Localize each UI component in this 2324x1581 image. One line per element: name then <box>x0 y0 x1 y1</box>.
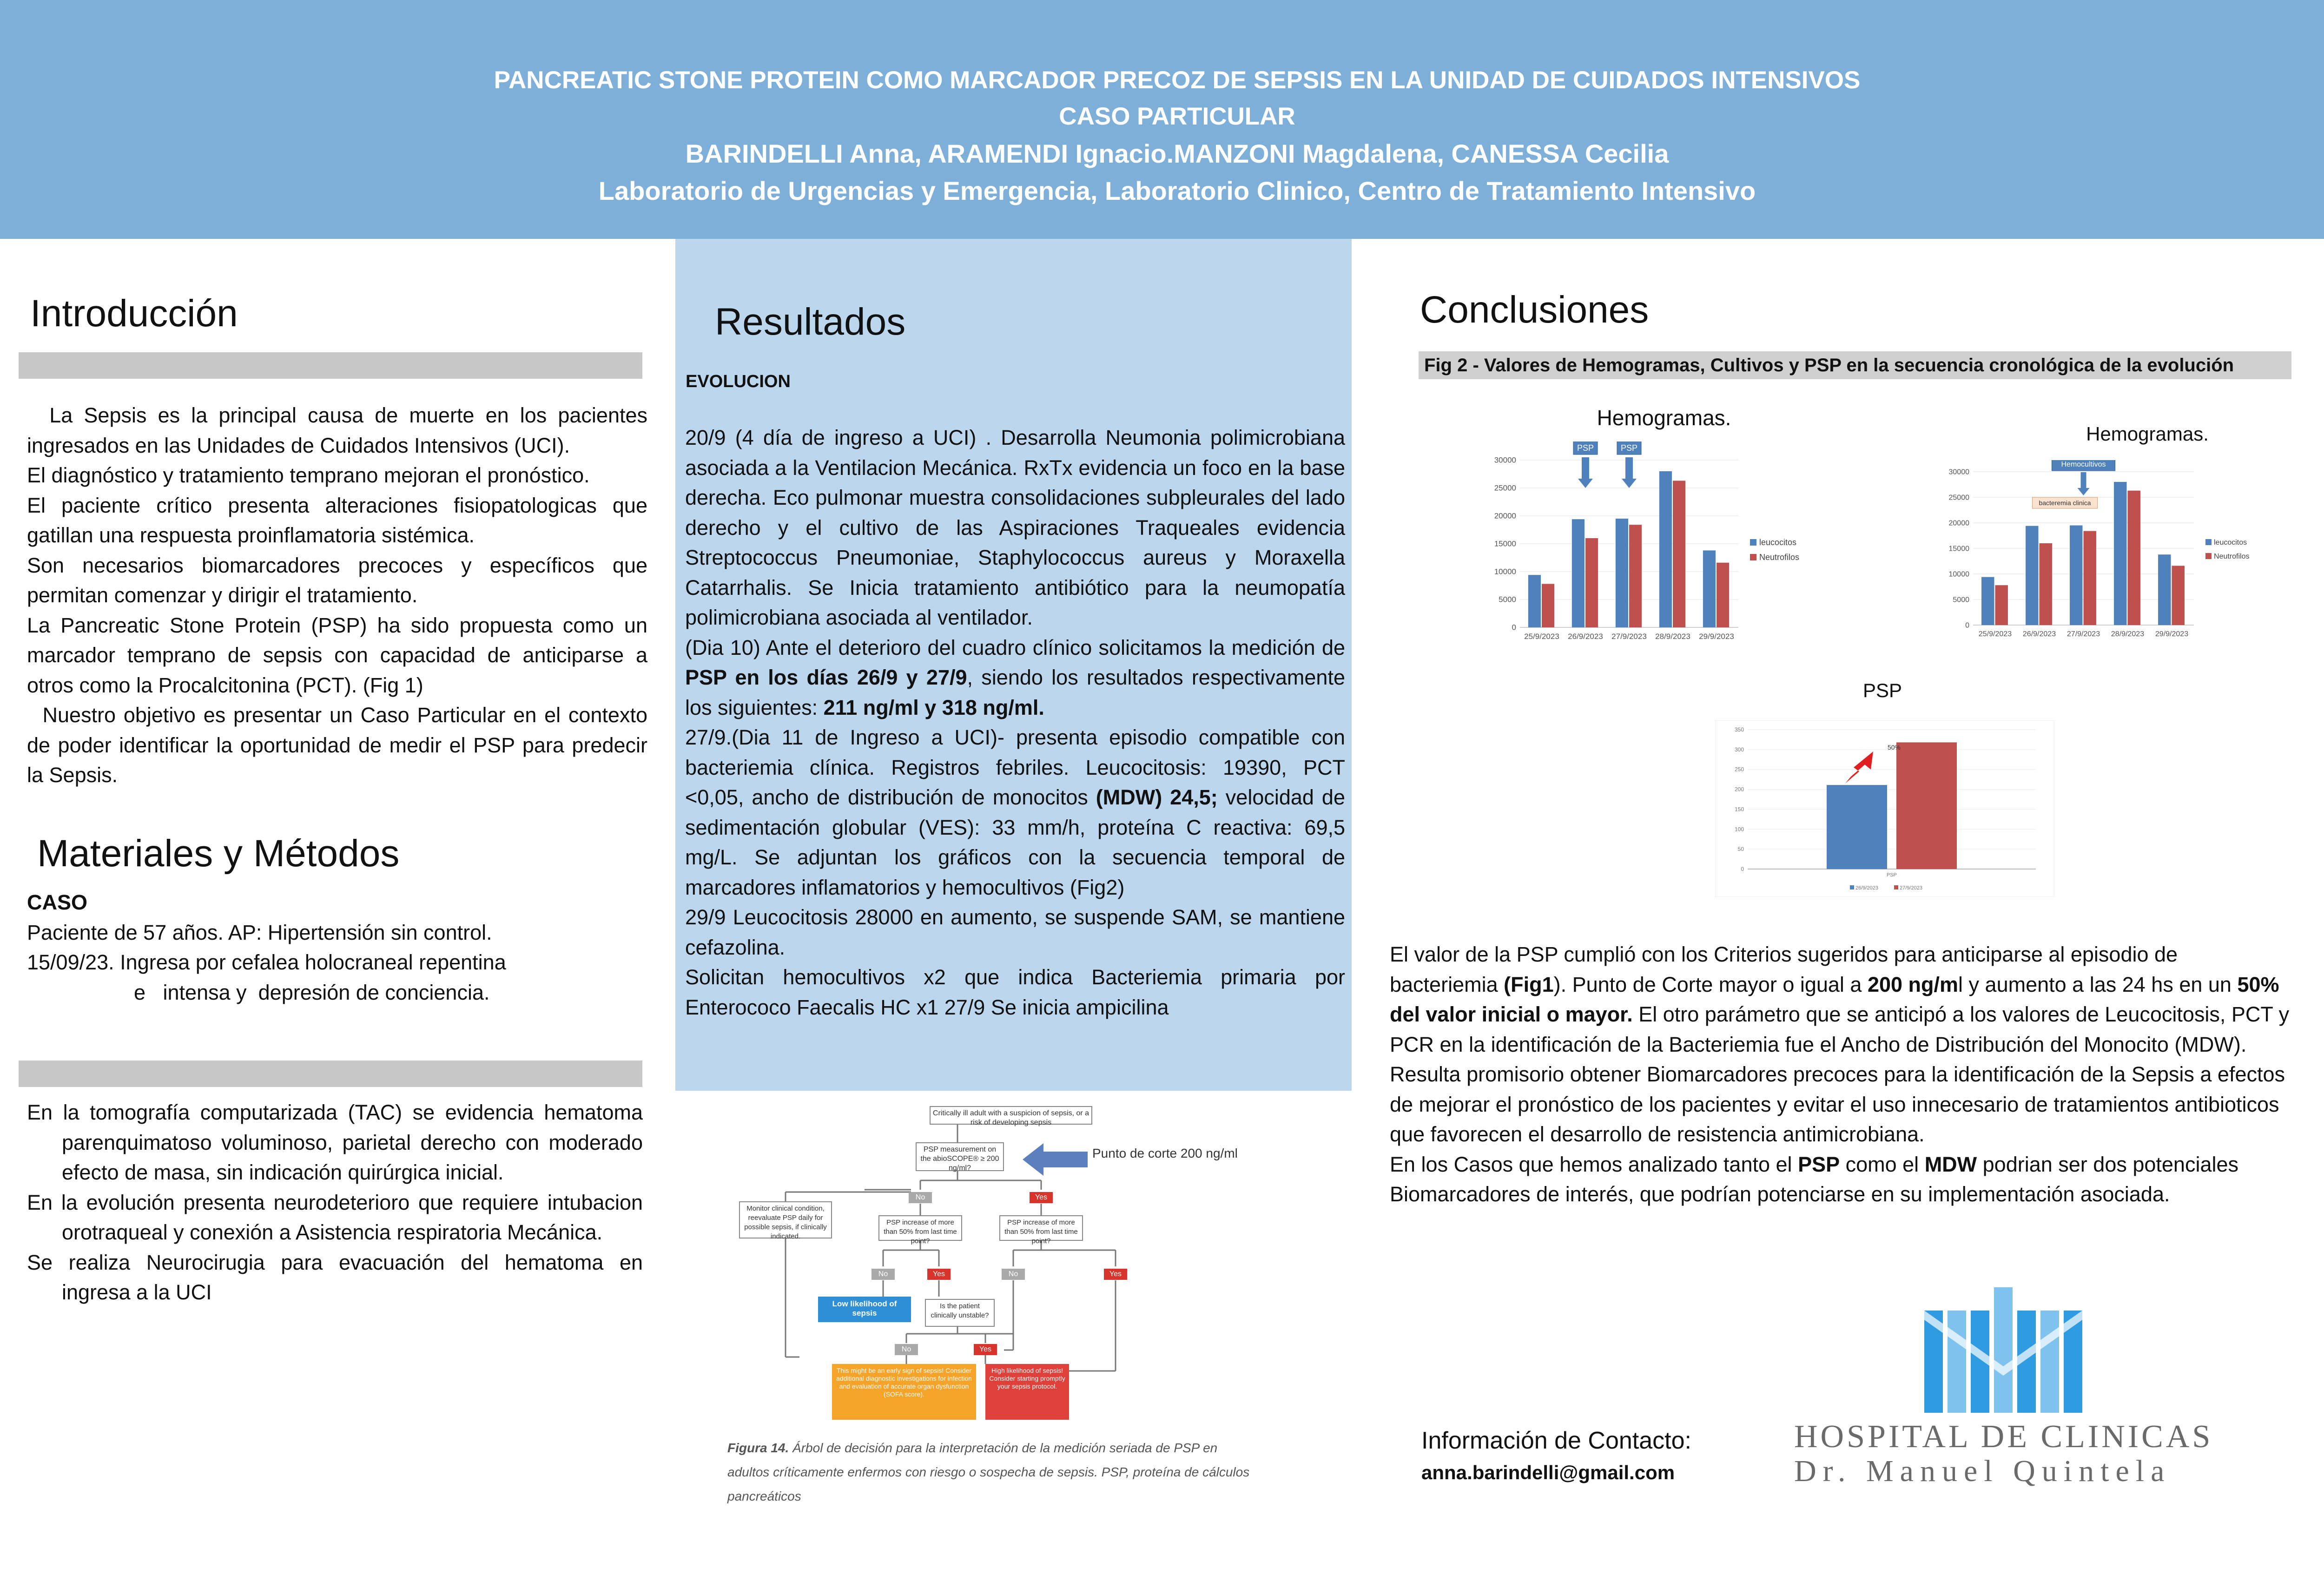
bar-leucocitos <box>2158 554 2171 625</box>
intro-text <box>27 401 654 790</box>
text-run-bold: (MDW) 24,5; <box>1096 785 1218 809</box>
bar-leucocitos <box>1572 519 1585 627</box>
intro-paragraph: Nuestro objetivo es presentar un Caso Particular en el contexto de poder identificar la oportunidad de medir el PSP para predecir la Sepsis. <box>27 703 654 787</box>
chart-2-title: Hemogramas. <box>2086 423 2209 445</box>
x-tick-label: 27/9/2023 <box>2067 630 2100 638</box>
yes-tag: Yes <box>1104 1269 1127 1280</box>
y-tick-label: 50 <box>1737 846 1744 853</box>
y-tick-label: 5000 <box>1953 596 1969 604</box>
arrow-left-icon <box>1023 1143 1088 1176</box>
conclusions-paragraph <box>1390 1150 2291 1210</box>
methods-line: e intensa y depresión de conciencia. <box>134 980 490 1004</box>
bacteremia-annotation-label: bacteremia clinica <box>2039 499 2091 507</box>
y-tick-label: 15000 <box>1494 539 1516 548</box>
legend-entry: Neutrofilos <box>1759 553 1800 562</box>
text-run: En los Casos que hemos analizado tanto el <box>1390 1152 1798 1176</box>
bar-Neutrofilos <box>1717 563 1729 627</box>
flow-early-box: This might be an early sign of sepsis! Consider additional diagnostic investigations for infection and evaluation of accurate organ dysfunction (SOFA score). <box>832 1364 976 1420</box>
hospital-logo-icon <box>1920 1287 2096 1417</box>
x-tick-label: PSP <box>1886 872 1897 878</box>
no-tag: No <box>909 1192 932 1203</box>
y-tick-label: 15000 <box>1948 545 1969 553</box>
caption-text: Árbol de decisión para la interpretación de la medición seriada de PSP en adultos críticamente enfermos con riesgo o sospecha de sepsis. PSP, proteína de cálculos pancreáticos <box>727 1441 1250 1503</box>
contact-label: Información de Contacto: <box>1421 1427 1691 1454</box>
chart-3-psp <box>1715 720 2054 897</box>
poster-affiliation: Laboratorio de Urgencias y Emergencia, Laboratorio Clinico, Centro de Tratamiento Intensivo <box>598 176 1756 205</box>
conclusions-heading: Conclusiones <box>1420 289 1649 331</box>
bar-leucocitos <box>1703 550 1716 627</box>
legend-entry: 26/9/2023 <box>1855 885 1878 891</box>
flow-start-box: Critically ill adult with a suspicion of sepsis, or a risk of developing sepsis <box>930 1106 1092 1125</box>
chart-2-hemogramas <box>1929 460 2291 655</box>
bar-leucocitos <box>1528 575 1541 627</box>
x-tick-label: 25/9/2023 <box>1524 632 1559 641</box>
section-divider <box>19 1061 642 1087</box>
no-tag: No <box>1002 1269 1025 1280</box>
yes-tag: Yes <box>1030 1192 1053 1203</box>
text-run-bold: 200 ng/m <box>1867 972 1959 996</box>
legend-entry: leucocitos <box>2214 539 2247 547</box>
flow-low-box: Low likelihood of sepsis <box>818 1297 911 1322</box>
bar-leucocitos <box>1659 471 1672 627</box>
legend-swatch <box>1750 539 1756 546</box>
legend-swatch <box>1850 885 1854 889</box>
text-run: 27/9.(Dia 11 de Ingreso a UCI)- presenta episodio compatible con bacteriemia clínica. Registros febriles. Leucocitosis: 19390, PCT <0,05, ancho de distribución de monocitos <box>685 725 1345 809</box>
x-tick-label: 28/9/2023 <box>1655 632 1690 641</box>
text-run: (Dia 10) Ante el deterioro del cuadro clínico solicitamos la medición de <box>685 635 1345 659</box>
increase-annotation: 50% <box>1887 743 1901 751</box>
down-arrow-icon <box>1622 457 1637 488</box>
x-tick-label: 26/9/2023 <box>2022 630 2056 638</box>
legend-swatch <box>2205 539 2212 545</box>
cut-point-label: Punto de corte 200 ng/ml <box>1092 1146 1238 1160</box>
results-paragraph <box>685 633 1345 723</box>
results-paragraph: Solicitan hemocultivos x2 que indica Bacteriemia primaria por Enterococo Faecalis HC x1 27/9 Se inicia ampicilina <box>685 965 1345 1019</box>
figure-1-decision-tree <box>725 1097 1283 1450</box>
poster-title: PANCREATIC STONE PROTEIN COMO MARCADOR PRECOZ DE SEPSIS EN LA UNIDAD DE CUIDADOS INTENSIVOS <box>494 66 1861 94</box>
bar-leucocitos <box>1981 577 1994 625</box>
down-arrow-icon <box>2078 472 2090 495</box>
y-tick-label: 150 <box>1734 806 1744 813</box>
flow-high-box: High likelihood of sepsis! Consider starting promptly your sepsis protocol. <box>985 1364 1069 1420</box>
intro-paragraph: El paciente crítico presenta alteraciones fisiopatologicas que gatillan una respuesta proinflamatoria sistémica. <box>27 493 647 547</box>
results-paragraph <box>685 723 1345 902</box>
intro-heading: Introducción <box>30 292 238 335</box>
methods-heading: Materiales y Métodos <box>37 832 400 875</box>
text-run-bold: PSP en los días 26/9 y 27/9 <box>685 665 967 689</box>
figure-1-caption <box>727 1436 1262 1509</box>
text-run: El otro parámetro que se anticipó a los valores de Leucocitosis, PCT y PCR en la identificación de la Bacteriemia fue el Ancho de Distribución del Monocito (MDW). <box>1390 1002 2290 1056</box>
bar-Neutrofilos <box>2040 543 2052 625</box>
y-tick-label: 350 <box>1734 726 1744 733</box>
text-run: , siendo los resultados respectivamente los siguientes: <box>685 665 1345 719</box>
section-divider <box>19 352 642 379</box>
y-tick-label: 10000 <box>1494 567 1516 576</box>
text-run: ). Punto de Corte mayor o igual a <box>1553 972 1868 996</box>
list-item: En la tomografía computarizada (TAC) se evidencia hematoma parenquimatoso voluminoso, parietal derecho con moderado efecto de masa, sin indicación quirúrgica inicial. <box>27 1100 643 1184</box>
conclusions-paragraph: Resulta promisorio obtener Biomarcadores precoces para la identificación de la Sepsis a efectos de mejorar el pronóstico de los pacientes y evitar el uso innecesario de tratamientos antibioticos que favorecen el desarrollo de resistencia antimicrobiana. <box>1390 1062 2285 1146</box>
y-tick-label: 30000 <box>1494 455 1516 465</box>
y-tick-label: 250 <box>1734 766 1744 773</box>
text-run-bold: 211 ng/ml y 318 ng/ml. <box>823 695 1044 719</box>
y-tick-label: 25000 <box>1948 494 1969 502</box>
figure-2-caption: Fig 2 - Valores de Hemogramas, Cultivos y PSP en la secuencia cronológica de la evolución <box>1419 351 2291 379</box>
no-tag: No <box>872 1269 895 1280</box>
chart-1-title: Hemogramas. <box>1597 406 1731 430</box>
text-run-bold: PSP <box>1798 1152 1840 1176</box>
logo-line-1: HOSPITAL DE CLINICAS <box>1794 1419 2213 1455</box>
bar-Neutrofilos <box>1629 525 1642 627</box>
y-tick-label: 25000 <box>1494 483 1516 493</box>
hemocultivos-annotation-label: Hemocultivos <box>2061 461 2106 468</box>
flow-unstable-box: Is the patient clinically unstable? <box>925 1299 995 1327</box>
x-tick-label: 26/9/2023 <box>1568 632 1603 641</box>
evolucion-label: EVOLUCION <box>686 372 791 391</box>
legend-swatch <box>1894 885 1898 889</box>
x-tick-label: 29/9/2023 <box>2155 630 2189 638</box>
bar-27/9/2023 <box>1896 742 1957 869</box>
text-run: El valor de la PSP cumplió con los Criterios sugeridos para anticiparse al episodio de bacteriemia <box>1390 942 2178 996</box>
methods-line: Paciente de 57 años. AP: Hipertensión sin control. <box>27 920 492 944</box>
legend-entry: 27/9/2023 <box>1900 885 1922 891</box>
conclusions-text <box>1390 940 2291 1210</box>
methods-list <box>27 1098 643 1308</box>
y-tick-label: 20000 <box>1948 519 1969 527</box>
bar-Neutrofilos <box>2128 491 2140 625</box>
contact-email: anna.barindelli@gmail.com <box>1421 1462 1675 1483</box>
down-arrow-icon <box>1578 457 1593 488</box>
methods-text <box>27 888 647 1008</box>
bar-leucocitos <box>2070 526 2082 626</box>
bar-Neutrofilos <box>1995 585 2008 625</box>
flow-increase-box: PSP increase of more than 50% from last time point? <box>999 1215 1083 1241</box>
conclusions-paragraph <box>1390 940 2291 1060</box>
y-tick-label: 0 <box>1965 621 1969 630</box>
bar-Neutrofilos <box>1673 481 1685 627</box>
text-run: como el <box>1840 1152 1925 1176</box>
results-paragraph: 20/9 (4 día de ingreso a UCI) . Desarrolla Neumonia polimicrobiana asociada a la Ventilacion Mecánica. RxTx evidencia un foco en la base derecha. Eco pulmonar muestra consolidaciones subpleurales del lado derecho y el cultivo de las Aspiraciones Traqueales evidencia Streptococcus Pneumoniae, Staphylococcus aureus y Moraxella Catarrhalis. Se Inicia tratamiento antibiótico para la neumopatía polimicrobiana asociada al ventilador. <box>685 426 1345 629</box>
legend-swatch <box>1750 554 1756 560</box>
bar-Neutrofilos <box>1542 584 1554 627</box>
text-run: l y aumento a las 24 hs en un <box>1958 972 2238 996</box>
no-tag: No <box>895 1344 918 1355</box>
intro-paragraph: La Sepsis es la principal causa de muerte en los pacientes ingresados en las Unidades de Cuidados Intensivos (UCI). <box>27 403 654 457</box>
chart-3-title: PSP <box>1862 679 1902 701</box>
text-run-bold: (Fig1 <box>1504 972 1554 996</box>
caso-label: CASO <box>27 890 88 914</box>
legend-swatch <box>2205 553 2212 559</box>
y-tick-label: 0 <box>1741 866 1744 872</box>
text-run-bold: 50% del valor inicial o mayor. <box>1390 972 2279 1026</box>
psp-annotation-label: PSP <box>1620 443 1638 453</box>
bar-Neutrofilos <box>1585 538 1598 627</box>
legend-entry: leucocitos <box>1759 538 1797 547</box>
y-tick-label: 30000 <box>1948 468 1969 476</box>
list-item: Se realiza Neurocirugia para evacuación del hematoma en ingresa a la UCI <box>27 1250 643 1304</box>
intro-paragraph: Son necesarios biomarcadores precoces y específicos que permitan comenzar y dirigir el tratamiento. <box>27 553 647 607</box>
intro-paragraph: El diagnóstico y tratamiento temprano mejoran el pronóstico. <box>27 463 590 487</box>
y-tick-label: 0 <box>1512 623 1516 632</box>
flow-measure-box: PSP measurement on the abioSCOPE® ≥ 200 ng/ml? <box>916 1142 1004 1171</box>
y-tick-label: 20000 <box>1494 511 1516 520</box>
caption-label: Figura 14. <box>727 1441 789 1455</box>
psp-annotation-label: PSP <box>1577 443 1594 453</box>
poster-header <box>0 0 2324 239</box>
results-text <box>685 423 1345 1022</box>
bar-leucocitos <box>2026 526 2038 625</box>
intro-paragraph: La Pancreatic Stone Protein (PSP) ha sido propuesta como un marcador temprano de sepsis con capacidad de anticiparse a otros como la Procalcitonina (PCT). (Fig 1) <box>27 613 647 697</box>
bar-leucocitos <box>2114 482 2126 625</box>
poster-authors: BARINDELLI Anna, ARAMENDI Ignacio.MANZONI Magdalena, CANESSA Cecilia <box>685 139 1669 168</box>
bar-26/9/2023 <box>1827 785 1887 869</box>
x-tick-label: 29/9/2023 <box>1699 632 1734 641</box>
text-run: velocidad de sedimentación globular (VES): 33 mm/h, proteína C reactiva: 69,5 mg/L. Se adjuntan los gráficos con la secuencia temporal de marcadores inflamatorios y hemocultivos (Fig2) <box>685 785 1345 899</box>
logo-line-2: Dr. Manuel Quintela <box>1794 1454 2171 1488</box>
bar-leucocitos <box>1616 519 1628 627</box>
legend-entry: Neutrofilos <box>2214 553 2250 560</box>
methods-line: 15/09/23. Ingresa por cefalea holocraneal repentina <box>27 950 506 974</box>
yes-tag: Yes <box>974 1344 997 1355</box>
poster-subtitle: CASO PARTICULAR <box>1059 103 1295 130</box>
x-tick-label: 28/9/2023 <box>2111 630 2145 638</box>
flow-monitor-box: Monitor clinical condition, reevaluate PSP daily for possible sepsis, if clinically indicated. <box>739 1201 832 1238</box>
bar-Neutrofilos <box>2172 566 2185 625</box>
bar-Neutrofilos <box>2084 531 2096 625</box>
x-tick-label: 27/9/2023 <box>1611 632 1647 641</box>
yes-tag: Yes <box>927 1269 951 1280</box>
flow-increase-box: PSP increase of more than 50% from last time point? <box>878 1215 962 1241</box>
text-run-bold: MDW <box>1924 1152 1977 1176</box>
results-paragraph: 29/9 Leucocitosis 28000 en aumento, se suspende SAM, se mantiene cefazolina. <box>685 905 1345 959</box>
chart-1-hemogramas <box>1469 441 1831 655</box>
y-tick-label: 100 <box>1734 826 1744 833</box>
x-tick-label: 25/9/2023 <box>1978 630 2012 638</box>
y-tick-label: 5000 <box>1499 595 1516 604</box>
results-heading: Resultados <box>715 301 906 343</box>
text-run: podrian ser dos potenciales Biomarcadores de interés, que podrían potenciarse en su implementación asociada. <box>1390 1152 2239 1206</box>
list-item: En la evolución presenta neurodeterioro que requiere intubacion orotraqueal y conexión a Asistencia respiratoria Mecánica. <box>27 1190 643 1244</box>
y-tick-label: 300 <box>1734 746 1744 753</box>
y-tick-label: 200 <box>1734 786 1744 793</box>
y-tick-label: 10000 <box>1948 570 1969 579</box>
